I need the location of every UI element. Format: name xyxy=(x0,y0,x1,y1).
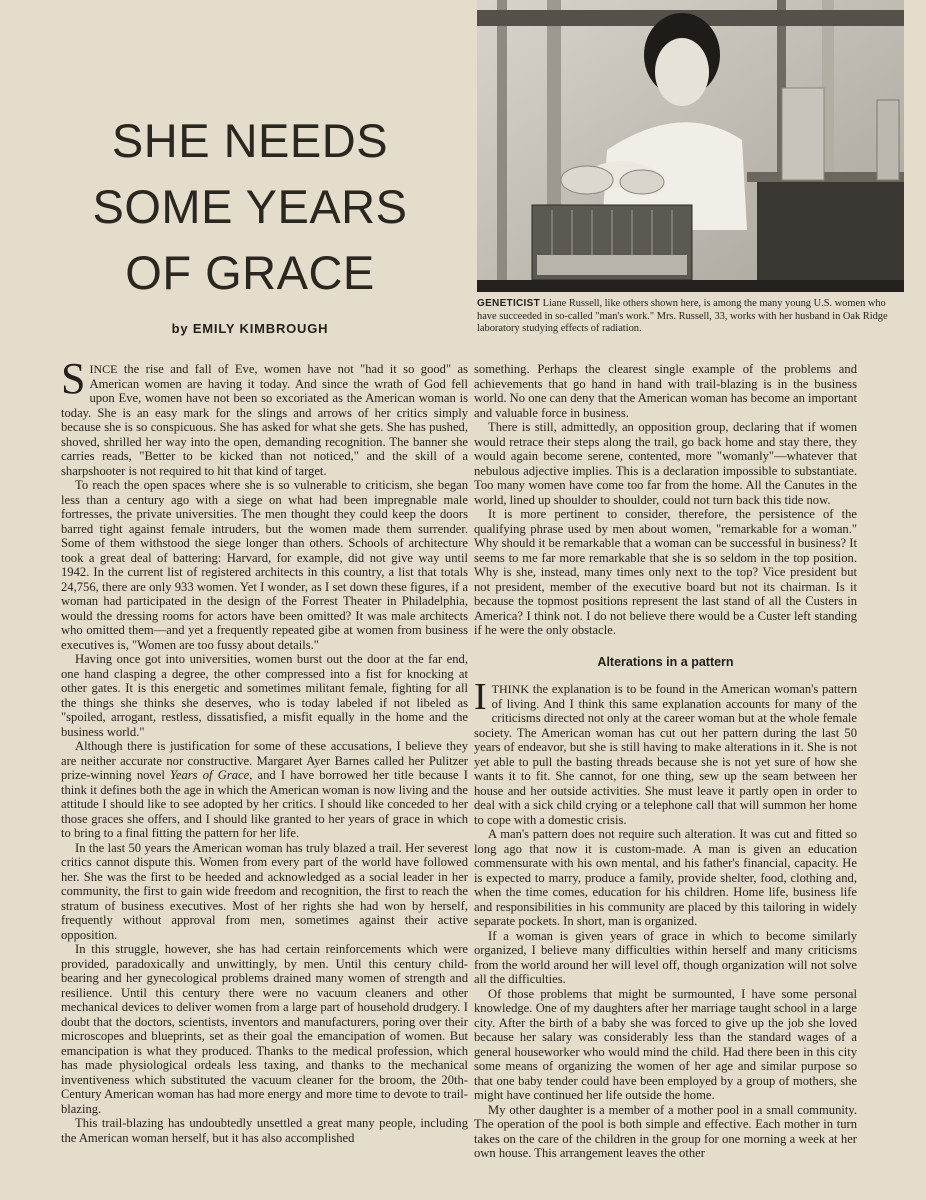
drop-cap: I xyxy=(474,676,487,718)
drop-cap: S xyxy=(61,354,86,403)
book-title: Years of Grace xyxy=(170,768,250,782)
article-paragraph: ITHINK the explanation is to be found in the American woman's pattern of living. And I think this same explanation accounts for many of the criticisms directed not only at the career woman but at the whole female society. The American woman has cut out her pattern during the last 50 years of endeavor, but she is still having to make alterations in it. She is not yet able to pull the basting threads because she is not yet sure of how she wants it to fit. She cannot, for one thing, sew up the seam between her house and her outside activities. She must leave it partly open in order to deal with a sick child crying or a telephone call that will summon her home to cope with a domestic crisis. xyxy=(474,676,857,827)
article-column-right xyxy=(474,362,857,1161)
article-paragraph: My other daughter is a member of a mother pool in a small community. The operation of the pool is both simple and effective. Each mother in turn takes on the care of the children in the group for one morning a week at her own house. This arrangement leaves the other xyxy=(474,1102,857,1160)
article-paragraph: SINCE the rise and fall of Eve, women have not "had it so good" as American women are having it today. And since the wrath of God fell upon Eve, women have not been so excoriated as the American woman is today. She is an easy mark for the slings and arrows of her critics simply because she is so conspicuous. She has asked for what she gets. She has pushed, shoved, shrilled her way into the open, demanding recognition. The banner she carries reads, "Better to be kicked than not noticed," and the skill of a sharpshooter is not required to hit that kind of target. xyxy=(61,354,468,478)
article-paragraph: To reach the open spaces where she is so vulnerable to criticism, she began less than a century ago with a siege on what had been impregnable male fortresses, the private universities. The men thought they could keep the doors barred tight against female intruders, but the women made them surrender. Some of them withstood the siege longer than others. Schools of architecture took a great deal of battering: Harvard, for example, did not give way until 1942. In the current list of registered architects in this country, a list that totals 24,756, there are only 933 women. Yet I wonder, as I set down these figures, if a woman had participated in the design of the Forrest Theater in Philadelphia, would the dressing rooms for actors have been omitted? It was male architects who omitted them—and yet a frequently repeated gibe at women from business executives is, "Women are too fussy about details." xyxy=(61,478,468,652)
article-paragraph: In this struggle, however, she has had certain reinforcements which were provided, paradoxically and unwittingly, by men. Until this century child-bearing and her gynecological problems drained many women of strength and resilience. Until this century there were no vacuum cleaners and other mechanical devices to deliver women from a large part of household drudgery. I doubt that the doctors, scientists, inventors and manufacturers, poring over their microscopes and blueprints, set as their goal the emancipation of women. But emancipation is what they produced. Thanks to the medical profession, which has made physiological ordeals less taxing, and thanks to the mechanical inventiveness which substituted the vacuum cleaner for the broom, the 20th-Century American woman has had more energy and more time to devote to trail-blazing. xyxy=(61,942,468,1116)
section-subhead: Alterations in a pattern xyxy=(597,654,734,669)
article-paragraph: Having once got into universities, women burst out the door at the far end, one hand clasping a degree, the other compressed into a fist for knocking at other gates. It is this energetic and sometimes militant female, fighting for all the things she thinks she deserves, who is today labeled if not libeled as "spoiled, arrogant, restless, dissatisfied, a misfit equally in the home and the business world." xyxy=(61,652,468,739)
headline-line-2: SOME YEARS xyxy=(92,180,408,233)
article-paragraph: Of those problems that might be surmounted, I have some personal knowledge. One of my daughters after her marriage taught school in a large city. After the birth of a baby she was forced to give up the job she loved because her salary was considerably less than the standard wages of a general houseworker who would mind the child. Had there been in this city some means of organizing the women of her age and similar purpose so that one baby tender could have been employed by a group of mothers, she might have continued her life outside the home. xyxy=(474,986,857,1102)
headline-line-3: OF GRACE xyxy=(125,246,375,299)
headline-line-1: SHE NEEDS xyxy=(111,114,389,167)
photo-caption xyxy=(477,298,907,336)
article-paragraph: If a woman is given years of grace in which to become similarly organized, I believe many difficulties within herself and many criticisms from the world around her will level off, though organization will not solve all the difficulties. xyxy=(474,928,857,986)
article-paragraph: something. Perhaps the clearest single example of the problems and achievements that go hand in hand with trail-blazing is in the business world. No one can deny that the American woman has become an important and valuable force in business. xyxy=(474,362,857,420)
headline xyxy=(30,108,470,306)
article-paragraph: In the last 50 years the American woman has truly blazed a trail. Her severest critics cannot dispute this. Women from every part of the world have followed her. She was the first to be heeded and acknowledged as a social leader in her community, the first to gain wide freedom and recognition, the first to reach the stratum of business executives. Most of her rights she had won by herself, frequently without approval from men, sometimes against their active opposition. xyxy=(61,840,468,942)
byline: by EMILY KIMBROUGH xyxy=(171,321,329,336)
article-column-left xyxy=(61,354,468,1145)
caption-text: Liane Russell, like others shown here, is among the many young U.S. women who have succeeded in so-called "man's work." Mrs. Russell, 33, works with her husband in Oak Ridge laboratory studying effects of radiation. xyxy=(477,298,888,335)
geneticist-photo-illustration xyxy=(477,0,904,292)
article-paragraph: This trail-blazing has undoubtedly unsettled a great many people, including the American woman herself, but it has also accomplished xyxy=(61,1116,468,1145)
caption-label: GENETICIST xyxy=(477,298,541,309)
geneticist-photo xyxy=(477,0,904,292)
article-paragraph: It is more pertinent to consider, therefore, the persistence of the qualifying phrase used by men about women, "remarkable for a woman." Why should it be remarkable that a woman can be successful in business? It seems to me far more remarkable that she is so seldom in the top position. Why is she, instead, many times only next to the top? Vice president but not president, member of the executive board but not its chairman. Is it because the topmost positions represent the last stand of all the Custers in America? I think not. I do not believe there would be a Custer left standing if he were the only obstacle. xyxy=(474,507,857,637)
article-paragraph: Although there is justification for some of these accusations, I believe they are neither accurate nor constructive. Margaret Ayer Barnes called her Pulitzer prize-winning novel Years of Grace, and I have borrowed her title because I think it defines both the age in which the American woman is now living and the attitude I should like to see adopted by her critics. I should like conceded to her those graces she offers, and I should like granted to her years of grace in which to bring to a final fitting the pattern for her life. xyxy=(61,739,468,840)
article-paragraph: There is still, admittedly, an opposition group, declaring that if women would retrace their steps along the trail, go back home and stay there, they would again become serene, contented, more "womanly"—whatever that nebulous adjective implies. This is a declaration impossible to substantiate. Too many women have come too far from the home. All the Canutes in the world, lined up shoulder to shoulder, could not turn back this tide now. xyxy=(474,420,857,507)
article-paragraph: A man's pattern does not require such alteration. It was cut and fitted so long ago that now it is custom-made. A man is given an education commensurate with his own mental, and his father's financial, capacity. He is expected to marry, produce a family, provide shelter, food, clothing and, when the time comes, education for his children. Home life, business life and responsibilities in his community are placed by this tailoring in widely separate pockets. In short, man is organized. xyxy=(474,827,857,928)
